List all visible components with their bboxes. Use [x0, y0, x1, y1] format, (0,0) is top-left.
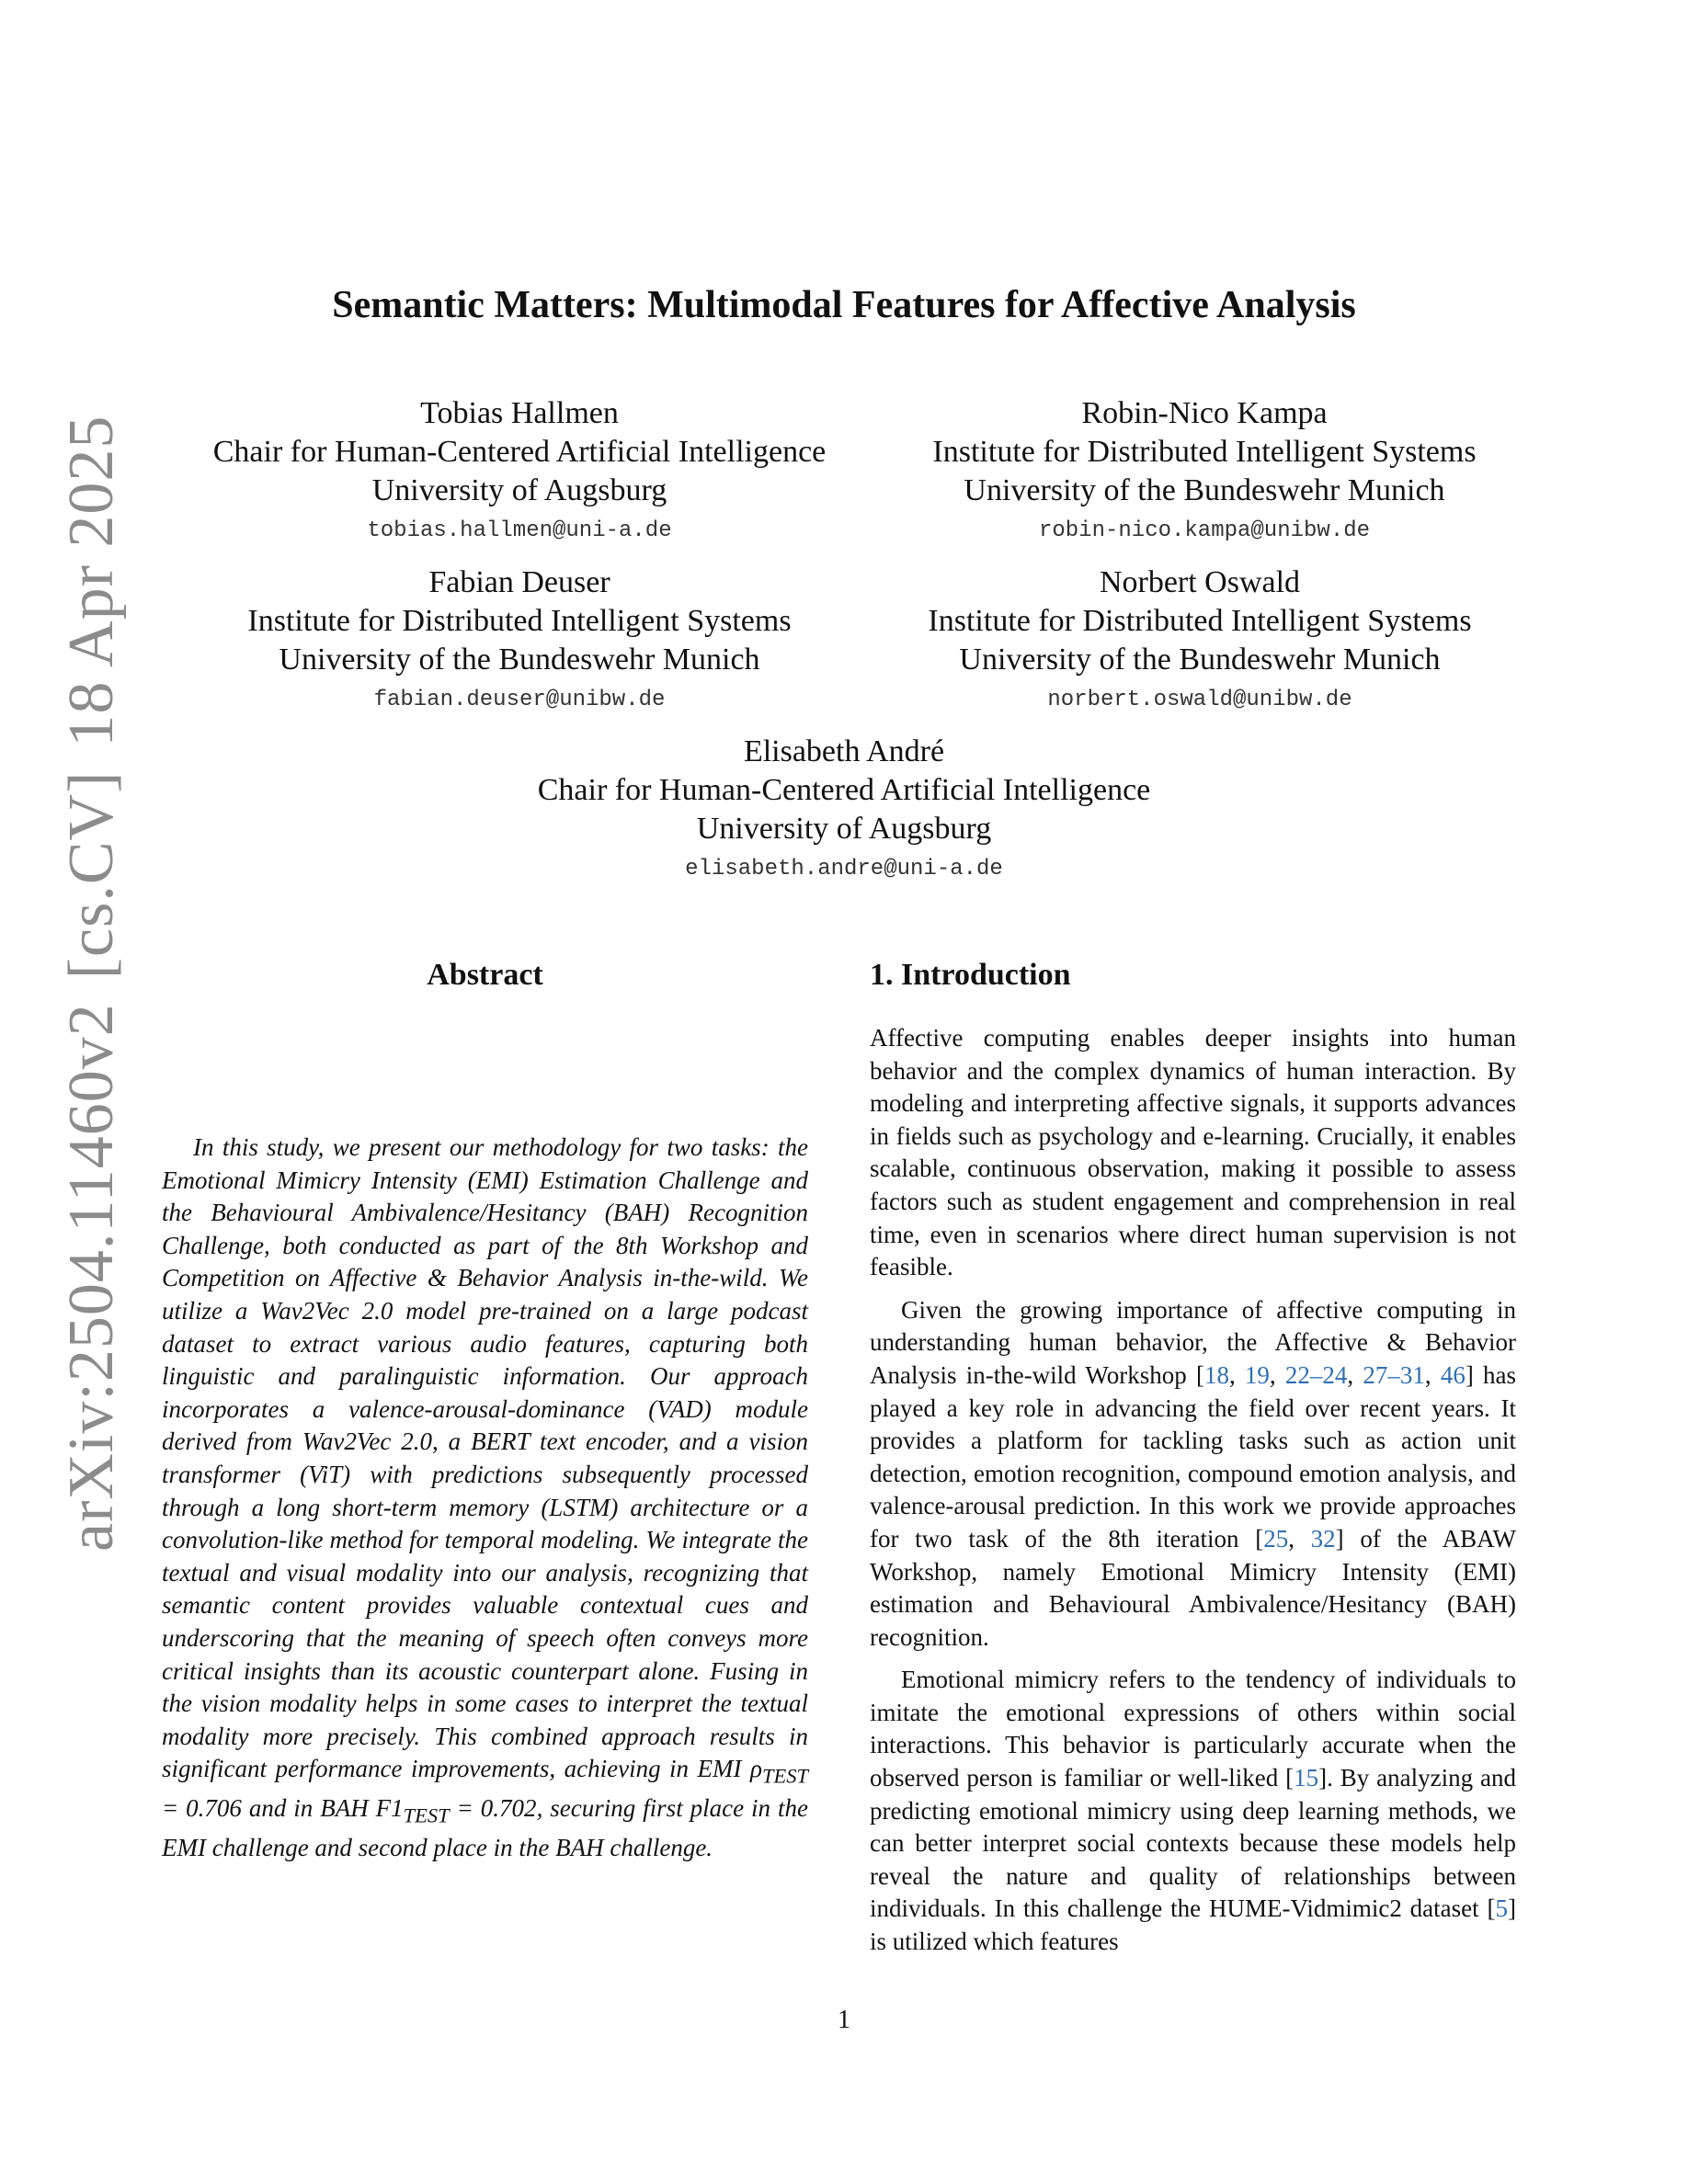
abstract-text-part2: , securing first place in the EMI challenge and second place in the BAH challenge.	[162, 1794, 808, 1862]
citation-separator: –	[1309, 1360, 1323, 1389]
author-email: norbert.oswald@unibw.de	[1047, 688, 1352, 712]
page-number: 1	[838, 2006, 850, 2034]
intro-paragraph: Affective computing enables deeper insights into human behavior and the complex dynamics of human interaction. By modeling and interpreting affective signals, it supports advances in fields such as psychology and e-learning. Crucially, it enables scalable, continuous observation, making it possible to assess factors such as student engagement and comprehension in real time, even in scenarios where direct human supervision is not feasible.	[870, 1024, 1516, 1281]
author-affiliation: Chair for Human-Centered Artificial Intelligence	[537, 773, 1151, 807]
author-block	[175, 394, 864, 552]
intro-text: ] of the ABAW Workshop, namely Emotional Mimicry Intensity (EMI) estimation and Behavioural Ambivalence/Hesitancy (BAH) recognition.	[870, 1524, 1516, 1651]
intro-text: ]. By analyzing and predicting emotional mimicry using deep learning methods, we can better interpret social contexts because these models help reveal the nature and quality of relationships between individuals. In this challenge the HUME-Vidmimic2 dataset [	[870, 1764, 1516, 1923]
citation-separator: ,	[1228, 1360, 1245, 1389]
author-institution: University of Augsburg	[696, 812, 992, 846]
citation-link[interactable]: 24	[1322, 1360, 1348, 1389]
author-email: fabian.deuser@unibw.de	[373, 688, 666, 712]
arxiv-category: [cs.CV]	[56, 770, 127, 980]
citation-link[interactable]: 46	[1440, 1360, 1466, 1389]
intro-paragraph	[870, 1294, 1516, 1655]
arxiv-date: 18 Apr 2025	[56, 415, 127, 747]
abstract-text	[162, 1132, 808, 1865]
author-name: Tobias Hallmen	[420, 396, 619, 430]
citation-separator: ,	[1288, 1524, 1311, 1553]
author-name: Fabian Deuser	[428, 565, 610, 599]
f1-subscript: TEST	[403, 1803, 450, 1827]
abstract-heading: Abstract	[427, 958, 543, 992]
citation-link[interactable]: 27	[1363, 1360, 1388, 1389]
author-name: Elisabeth André	[743, 734, 945, 768]
introduction-body	[870, 1022, 1516, 1969]
citation-link[interactable]: 15	[1294, 1764, 1319, 1792]
abstract-mid-text: and in BAH	[241, 1794, 376, 1823]
citation-separator: ,	[1269, 1360, 1285, 1389]
arxiv-identifier-stamp	[55, 392, 129, 1552]
author-name: Robin-Nico Kampa	[1081, 396, 1328, 430]
intro-text: ] has played a key role in advancing the field over recent years. It provides a platform for tackling tasks such as action unit detection, emotion recognition, compound emotion analysis, and valence-arousal prediction. In this work we provide approaches for two task of the 8th iteration [	[870, 1360, 1517, 1553]
citation-separator: ,	[1424, 1360, 1441, 1389]
author-block	[855, 563, 1545, 722]
introduction-heading: 1. Introduction	[870, 958, 1071, 992]
citation-link[interactable]: 18	[1203, 1360, 1229, 1389]
author-block	[873, 394, 1535, 552]
author-email: tobias.hallmen@uni-a.de	[367, 518, 672, 543]
author-affiliation: Institute for Distributed Intelligent Systems	[932, 435, 1477, 469]
intro-text: Emotional mimicry refers to the tendency of individuals to imitate the emotional expressions of others within social interactions. This behavior is particularly accurate when the observed person is familiar or well-liked [	[870, 1666, 1516, 1792]
author-email: elisabeth.andre@uni-a.de	[685, 857, 1003, 882]
paper-title: Semantic Matters: Multimodal Features for Affective Analysis	[332, 284, 1356, 326]
citation-link[interactable]: 22	[1284, 1360, 1310, 1389]
author-email: robin-nico.kampa@unibw.de	[1038, 518, 1371, 543]
author-block	[175, 563, 864, 722]
intro-paragraph	[870, 1664, 1516, 1958]
rho-symbol: ρ	[750, 1755, 762, 1783]
rho-value: = 0.706	[162, 1794, 242, 1823]
citation-link[interactable]: 25	[1263, 1524, 1289, 1553]
author-institution: University of Augsburg	[371, 473, 667, 507]
intro-text: Given the growing importance of affective computing in understanding human behavior, the Affective & Behavior Analysis in-the-wild Workshop [	[870, 1295, 1516, 1389]
intro-text: ] is utilized which features	[870, 1894, 1516, 1956]
abstract-text-part1: In this study, we present our methodology for two tasks: the Emotional Mimicry Intensity (EMI) Estimation Challenge and the Behavioural Ambivalence/Hesitancy (BAH) Recognition Challenge, both conducted as part of the 8th Workshop and Competition on Affective & Behavior Analysis in-the-wild. We utilize a Wav2Vec 2.0 model pre-trained on a large podcast dataset to extract various audio features, capturing both linguistic and paralinguistic information. Our approach incorporates a valence-arousal-dominance (VAD) module derived from Wav2Vec 2.0, a BERT text encoder, and a vision transformer (ViT) with predictions subsequently processed through a long short-term memory (LSTM) architecture or a convolution-like method for temporal modeling. We integrate the textual and visual modality into our analysis, recognizing that semantic content provides valuable contextual cues and underscoring that the meaning of speech often conveys more critical insights than its acoustic counterpart alone. Fusing in the vision modality helps in some cases to interpret the textual modality more precisely. This combined approach results in significant performance improvements, achieving in EMI	[162, 1133, 808, 1783]
author-institution: University of the Bundeswehr Munich	[959, 643, 1441, 677]
author-affiliation: Institute for Distributed Intelligent Systems	[928, 604, 1472, 638]
citation-link[interactable]: 32	[1310, 1524, 1336, 1553]
f1-symbol: F1	[375, 1794, 404, 1823]
arxiv-id: arXiv:2504.11460v2	[56, 1003, 127, 1552]
author-affiliation: Institute for Distributed Intelligent Systems	[247, 604, 792, 638]
author-institution: University of the Bundeswehr Munich	[279, 643, 760, 677]
author-institution: University of the Bundeswehr Munich	[964, 473, 1445, 507]
f1-value: = 0.702	[449, 1794, 537, 1823]
author-name: Norbert Oswald	[1099, 565, 1301, 599]
author-affiliation: Chair for Human-Centered Artificial Intelligence	[212, 435, 827, 469]
rho-subscript: TEST	[761, 1764, 808, 1788]
citation-separator: –	[1387, 1360, 1400, 1389]
citation-link[interactable]: 5	[1495, 1894, 1508, 1923]
citation-separator: ,	[1347, 1360, 1363, 1389]
author-block	[414, 733, 1274, 891]
citation-link[interactable]: 31	[1399, 1360, 1425, 1389]
citation-link[interactable]: 19	[1244, 1360, 1270, 1389]
